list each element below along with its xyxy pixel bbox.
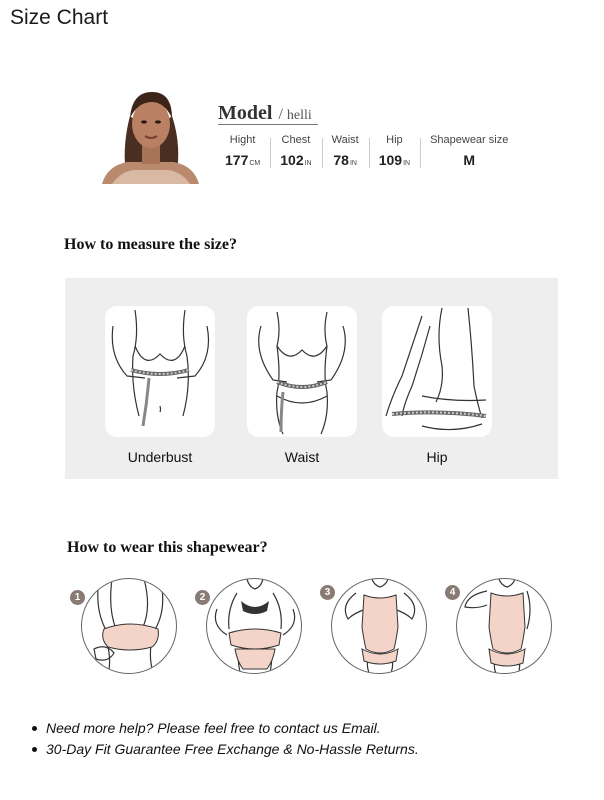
- stat-shapewear-size: [420, 134, 518, 168]
- model-slash: /: [278, 106, 283, 123]
- stat-value: [333, 152, 357, 168]
- step-number-badge: 4: [445, 585, 460, 600]
- stat-number: 102: [280, 152, 304, 168]
- stat-label: Chest: [281, 134, 311, 146]
- step-adjust-straps-illustration: [331, 578, 427, 674]
- stat-unit: IN: [349, 160, 357, 167]
- stat-label: Hip: [386, 134, 403, 146]
- help-list: [32, 718, 419, 760]
- stat-height: [215, 134, 270, 168]
- step-number-badge: 1: [70, 590, 85, 605]
- step-finished-illustration: [456, 578, 552, 674]
- model-photo: [102, 86, 199, 184]
- measure-label-underbust: Underbust: [127, 449, 193, 465]
- step-number-badge: 2: [195, 590, 210, 605]
- stat-value: [280, 152, 311, 168]
- measure-heading: How to measure the size?: [64, 236, 237, 253]
- model-stats: [215, 134, 518, 168]
- measure-panel: [65, 278, 558, 479]
- stat-unit: IN: [403, 160, 411, 167]
- model-name: helli: [286, 108, 312, 123]
- stat-number: 109: [378, 152, 403, 168]
- stat-number: 177: [225, 152, 249, 168]
- model-underline: [218, 124, 318, 125]
- stat-label: Waist: [331, 134, 359, 146]
- model-heading: [218, 102, 312, 125]
- help-guarantee-item: 30-Day Fit Guarantee Free Exchange & No-Hassle Returns.: [32, 739, 419, 760]
- wear-step-4: [449, 578, 552, 674]
- stat-value: [379, 152, 410, 168]
- measure-label-waist: Waist: [284, 449, 320, 465]
- wear-step-2: [199, 578, 302, 674]
- stat-number: M: [463, 152, 476, 168]
- step-step-in-illustration: [81, 578, 177, 674]
- measure-label-hip: Hip: [426, 449, 448, 465]
- stat-chest: [270, 134, 321, 168]
- stat-unit: CM: [249, 160, 261, 167]
- wear-heading: How to wear this shapewear?: [67, 539, 268, 556]
- stat-hip: [369, 134, 420, 168]
- page-title: Size Chart: [10, 6, 109, 29]
- underbust-measure-illustration: [105, 306, 215, 437]
- wear-step-3: [324, 578, 427, 674]
- stat-waist: [322, 134, 369, 168]
- stat-value: [463, 152, 475, 168]
- stat-number: 78: [333, 152, 349, 168]
- wear-step-1: [74, 578, 177, 674]
- hip-measure-illustration: [382, 306, 492, 437]
- help-contact-item: Need more help? Please feel free to contact us Email.: [32, 718, 419, 739]
- stat-unit: IN: [304, 160, 312, 167]
- stat-value: [225, 152, 260, 168]
- stat-label: Shapewear size: [430, 134, 509, 146]
- step-number-badge: 3: [320, 585, 335, 600]
- model-word: Model: [218, 102, 273, 124]
- waist-measure-illustration: [247, 306, 357, 437]
- step-pull-up-illustration: [206, 578, 302, 674]
- stat-label: Hight: [229, 134, 256, 146]
